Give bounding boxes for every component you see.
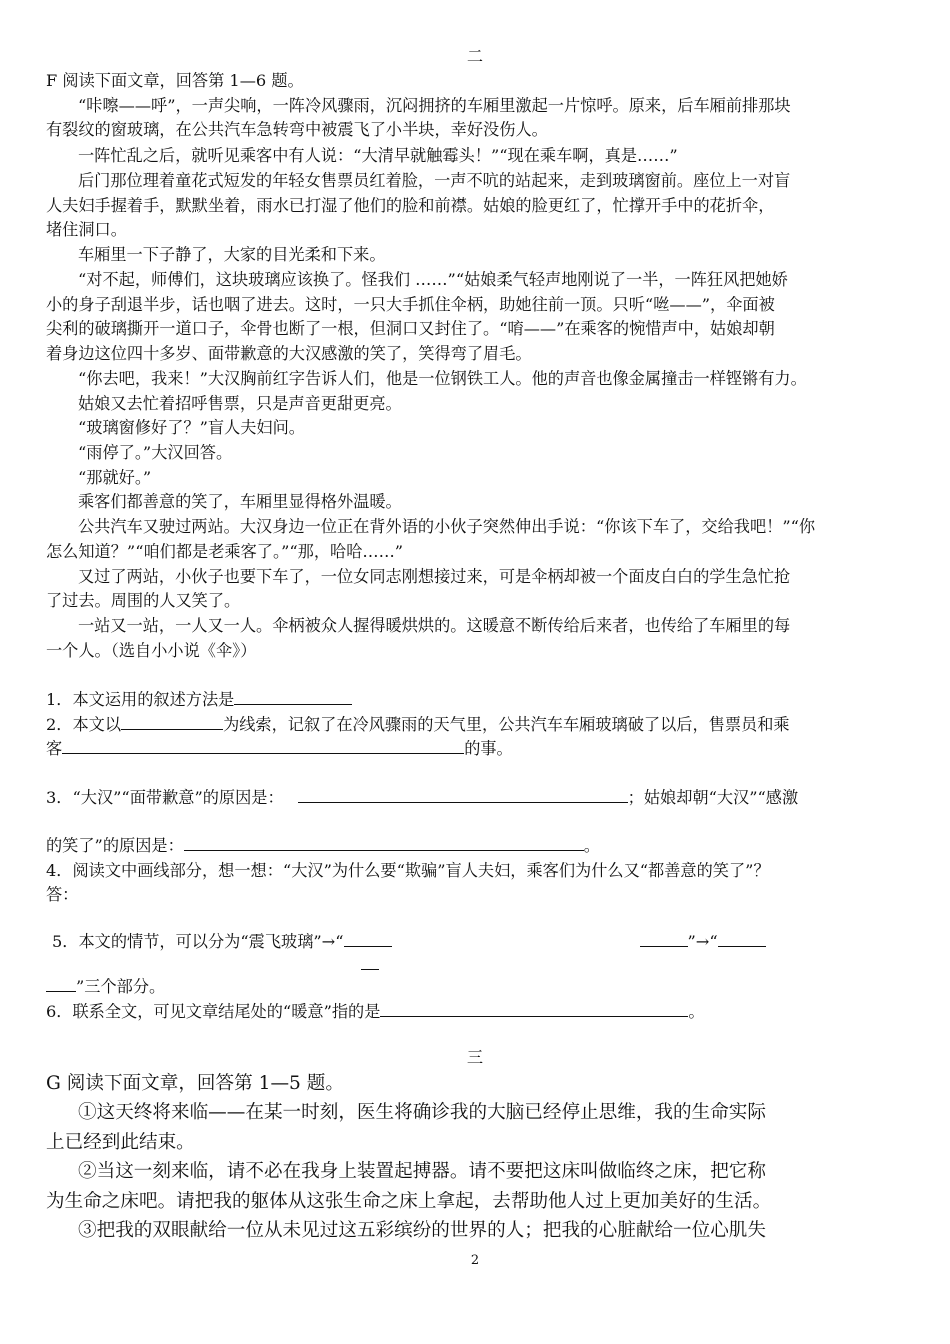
- paragraph-line: ③把我的双眼献给一位从未见过这五彩缤纷的世界的人；把我的心脏献给一位心肌失: [78, 1220, 766, 1241]
- paragraph-line: 又过了两站，小伙子也要下车了，一位女同志刚想接过来，可是伞柄却被一个面皮白白的学生急忙抢: [78, 567, 791, 586]
- question-2-text: 客: [46, 739, 63, 758]
- question-2: [46, 714, 910, 736]
- answer-blank[interactable]: [234, 690, 352, 705]
- question-2-text: 2．本文以: [46, 715, 122, 734]
- question-3: [46, 787, 910, 809]
- question-2-text: 为线索，记叙了在冷风骤雨的天气里，公共汽车车厢玻璃破了以后，售票员和乘: [223, 715, 790, 734]
- paragraph-line: “咔嚓——呼”，一声尖响，一阵冷风骤雨，沉闷拥挤的车厢里激起一片惊呼。原来，后车厢前排那块: [78, 96, 791, 115]
- paragraph-line: 了过去。周围的人又笑了。: [46, 591, 241, 610]
- answer-blank[interactable]: [184, 836, 584, 851]
- question-5-text: ”→“: [687, 932, 718, 951]
- paragraph-line: 一个人。（选自小小说《伞》）: [46, 641, 257, 660]
- paragraph-line: 人夫妇手握着手，默默坐着，雨水已打湿了他们的脸和前襟。姑娘的脸更红了，忙撑开手中的花折伞，: [46, 196, 775, 215]
- paragraph-line: “雨停了。”大汉回答。: [78, 443, 233, 462]
- question-5-text: ”三个部分。: [76, 977, 166, 996]
- paragraph-line: 着身边这位四十多岁、面带歉意的大汉感激的笑了，笑得弯了眉毛。: [46, 344, 532, 363]
- section-2-heading: 二: [466, 47, 484, 66]
- answer-blank[interactable]: [46, 977, 76, 992]
- question-5-dash: [361, 969, 379, 970]
- question-3-text: 的笑了”的原因是：: [46, 836, 184, 855]
- paragraph-line: 车厢里一下子静了，大家的目光柔和下来。: [78, 245, 386, 264]
- paragraph-line: 一阵忙乱之后，就听见乘客中有人说：“大清早就触霉头！”“现在乘车啊，真是……”: [78, 146, 678, 165]
- paragraph-line: ②当这一刻来临，请不必在我身上装置起搏器。请不要把这床叫做临终之床，把它称: [78, 1161, 766, 1182]
- paragraph-line: 一站又一站，一人又一人。伞柄被众人握得暖烘烘的。这暖意不断传给后来者，也传给了车厢里的每: [78, 616, 791, 635]
- section-2-intro: F 阅读下面文章，回答第 1—6 题。: [46, 71, 304, 90]
- paragraph-line: “你去吧，我来！”大汉胸前红字告诉人们，他是一位钢铁工人。他的声音也像金属撞击一样铿锵有力。: [78, 369, 807, 388]
- question-4-answer-label: 答：: [46, 885, 79, 904]
- question-4: 4．阅读文中画线部分，想一想：“大汉”为什么要“欺骗”盲人夫妇，乘客们为什么又“都善意的笑了”？: [46, 861, 770, 880]
- paragraph-line: 后门那位理着童花式短发的年轻女售票员红着脸，一声不吭的站起来，走到玻璃窗前。座位上一对盲: [78, 171, 791, 190]
- question-2-text: 的事。: [464, 739, 513, 758]
- answer-blank[interactable]: [62, 739, 464, 754]
- paragraph-line: 乘客们都善意的笑了，车厢里显得格外温暖。: [78, 492, 402, 511]
- question-6-text: 6．联系全文，可见文章结尾处的“暖意”指的是: [46, 1002, 381, 1021]
- paragraph-line: ①这天终将来临——在某一时刻，医生将确诊我的大脑已经停止思维，我的生命实际: [78, 1102, 766, 1123]
- paragraph-line: 姑娘又去忙着招呼售票，只是声音更甜更亮。: [78, 394, 402, 413]
- question-2-cont: [46, 738, 910, 760]
- question-6: [46, 1001, 910, 1023]
- paragraph-line: 为生命之床吧。请把我的躯体从这张生命之床上拿起，去帮助他人过上更加美好的生活。: [46, 1191, 772, 1212]
- question-5-cont: [46, 976, 910, 998]
- question-6-text: 。: [688, 1002, 705, 1021]
- page-number: 2: [470, 1253, 480, 1268]
- section-3-intro: G 阅读下面文章，回答第 1—5 题。: [46, 1073, 344, 1094]
- question-5: [52, 931, 910, 953]
- paragraph-line: 上已经到此结束。: [46, 1132, 195, 1153]
- answer-blank[interactable]: [640, 932, 688, 947]
- paragraph-line: 堵住洞口。: [46, 220, 127, 239]
- paragraph-line: “玻璃窗修好了？”盲人夫妇问。: [78, 418, 305, 437]
- paragraph-line: “那就好。”: [78, 468, 152, 487]
- question-1-text: 1．本文运用的叙述方法是: [46, 690, 235, 709]
- paragraph-line: 怎么知道？”“咱们都是老乘客了。”“那，哈哈……”: [46, 542, 404, 561]
- answer-blank[interactable]: [298, 788, 628, 803]
- paragraph-line: 公共汽车又驶过两站。大汉身边一位正在背外语的小伙子突然伸出手说：“你该下车了，交给我吧！”“你: [78, 517, 816, 536]
- answer-blank[interactable]: [380, 1002, 688, 1017]
- question-3-text: ；姑娘却朝“大汉”“感激: [627, 788, 799, 807]
- question-3-text: 。: [583, 836, 600, 855]
- answer-blank[interactable]: [344, 932, 392, 947]
- question-3-cont: [46, 835, 910, 857]
- question-3-text: 3．“大汉”“面带歉意”的原因是：: [46, 788, 284, 807]
- paragraph-line: “对不起，师傅们，这块玻璃应该换了。怪我们 ……”“姑娘柔气轻声地刚说了一半，一阵狂风把她娇: [78, 270, 788, 289]
- question-5-text: 5．本文的情节，可以分为“震飞玻璃”→“: [52, 932, 344, 951]
- paragraph-line: 有裂纹的窗玻璃，在公共汽车急转弯中被震飞了小半块，幸好没伤人。: [46, 120, 548, 139]
- paragraph-line: 小的身子刮退半步，话也咽了进去。这时，一只大手抓住伞柄，助她往前一顶。只听“咝——”，伞面被: [46, 295, 775, 314]
- question-1: [46, 689, 910, 711]
- section-3-heading: 三: [466, 1048, 484, 1067]
- answer-blank[interactable]: [121, 715, 223, 730]
- answer-blank[interactable]: [718, 932, 766, 947]
- paragraph-line: 尖利的破璃撕开一道口子，伞骨也断了一根，但洞口又封住了。“唷——”在乘客的惋惜声中，姑娘却朝: [46, 319, 775, 338]
